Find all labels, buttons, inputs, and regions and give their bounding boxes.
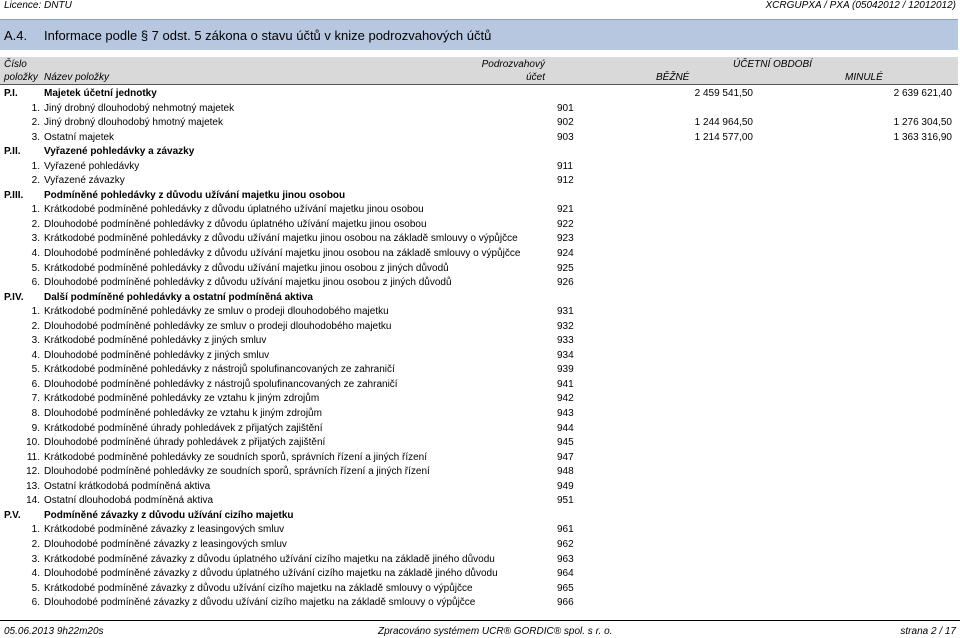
row-current: 1 214 577,00 (694, 131, 753, 143)
col-current: BĚŽNÉ (656, 72, 690, 83)
row-name: Dlouhodobé podmíněné závazky z leasingových smluv (44, 538, 287, 550)
row-code: P.I. (4, 88, 18, 99)
table-row (0, 538, 960, 553)
row-name: Jiný drobný dlouhodobý nehmotný majetek (44, 102, 235, 114)
row-number: 5. (31, 262, 40, 274)
table-row (0, 232, 960, 247)
row-name: Dlouhodobé podmíněné závazky z důvodu užívání cizího majetku na základě smlouvy o výpůjčce (44, 597, 476, 609)
col-name: Název položky (44, 72, 110, 83)
header-divider (0, 84, 958, 85)
row-account: 964 (557, 568, 574, 580)
row-number: 4. (31, 248, 40, 260)
table-row (0, 116, 960, 131)
col-number-top: Číslo (4, 59, 27, 70)
col-account-top: Podrozvahový (481, 59, 545, 70)
row-account: 947 (557, 451, 574, 463)
row-account: 949 (557, 480, 574, 492)
row-number: 3. (31, 553, 40, 565)
row-account: 965 (557, 582, 574, 594)
row-number: 4. (31, 568, 40, 580)
section-row (0, 145, 960, 160)
row-code: P.III. (4, 189, 24, 201)
row-number: 3. (31, 233, 40, 245)
row-name: Podmíněné závazky z důvodu užívání cizího majetku (44, 509, 294, 521)
report-code: XCRGUPXA / PXA (05042012 / 12012012) (765, 0, 956, 11)
row-name: Vyřazené pohledávky (44, 160, 140, 172)
row-number: 2. (31, 538, 40, 550)
table-row (0, 407, 960, 422)
row-account: 939 (557, 364, 574, 376)
row-account: 923 (557, 233, 574, 245)
table-row (0, 392, 960, 407)
row-name: Ostatní krátkodobá podmíněná aktiva (44, 480, 211, 492)
row-previous: 2 639 621,40 (893, 88, 952, 99)
footer-timestamp: 05.06.2013 9h22m20s (4, 626, 104, 637)
section-row (0, 87, 960, 102)
row-account: 922 (557, 218, 574, 230)
period-label: ÚČETNÍ OBDOBÍ (733, 59, 812, 70)
table-row (0, 480, 960, 495)
row-code: P.II. (4, 146, 21, 158)
row-account: 933 (557, 335, 574, 347)
row-account: 924 (557, 248, 574, 260)
table-header (0, 57, 958, 85)
row-number: 3. (31, 131, 40, 143)
footer-page: strana 2 / 17 (900, 626, 956, 637)
row-account: 931 (557, 306, 574, 318)
table-row (0, 553, 960, 568)
row-account: 902 (557, 117, 574, 129)
row-name: Krátkodobé podmíněné závazky z důvodu užívání cizího majetku na základě smlouvy o výpůjčce (44, 582, 473, 594)
table-row (0, 582, 960, 597)
row-number: 1. (31, 204, 40, 216)
row-name: Vyřazené závazky (44, 175, 125, 187)
row-number: 13. (26, 480, 40, 492)
table-row (0, 131, 960, 146)
table-row (0, 174, 960, 189)
row-name: Dlouhodobé podmíněné pohledávky z jiných smluv (44, 349, 270, 361)
row-current: 1 244 964,50 (694, 117, 753, 129)
row-number: 11. (26, 451, 40, 463)
top-bar (0, 0, 960, 13)
section-row (0, 189, 960, 204)
table-row (0, 567, 960, 582)
table-row (0, 349, 960, 364)
row-name: Krátkodobé podmíněné závazky z leasingových smluv (44, 524, 285, 536)
row-account: 951 (557, 495, 574, 507)
row-account: 961 (557, 524, 574, 536)
row-name: Krátkodobé podmíněné pohledávky z jiných smluv (44, 335, 267, 347)
row-name: Krátkodobé podmíněné pohledávky ze vztahu k jiným zdrojům (44, 393, 320, 405)
row-name: Krátkodobé podmíněné pohledávky z důvodu užívání majetku jinou osobou z jiných důvodů (44, 262, 449, 274)
row-name: Dlouhodobé podmíněné pohledávky ze vztahu k jiným zdrojům (44, 408, 322, 420)
row-code: P.V. (4, 509, 21, 521)
col-previous: MINULÉ (845, 72, 883, 83)
licence-label: Licence: DNTU (4, 0, 72, 11)
row-number: 10. (26, 437, 40, 449)
row-account: 926 (557, 277, 574, 289)
row-name: Krátkodobé podmíněné pohledávky ze soudních sporů, správních řízení a jiných řízení (44, 451, 428, 463)
row-previous: 1 276 304,50 (893, 117, 952, 129)
table-row (0, 523, 960, 538)
row-account: 963 (557, 553, 574, 565)
footer-processed-by: Zpracováno systémem UCR® GORDIC® spol. s r. o. (378, 626, 613, 637)
row-number: 2. (31, 175, 40, 187)
table-row (0, 305, 960, 320)
row-name: Dlouhodobé podmíněné pohledávky z důvodu úplatného užívání majetku jinou osobou (44, 218, 427, 230)
table-body (0, 87, 960, 611)
row-account: 962 (557, 538, 574, 550)
row-name: Ostatní dlouhodobá podmíněná aktiva (44, 495, 214, 507)
row-number: 2. (31, 320, 40, 332)
row-number: 1. (31, 102, 40, 114)
row-account: 944 (557, 422, 574, 434)
row-number: 9. (31, 422, 40, 434)
table-row (0, 363, 960, 378)
row-code: P.IV. (4, 291, 24, 303)
table-row (0, 276, 960, 291)
table-row (0, 262, 960, 277)
row-account: 945 (557, 437, 574, 449)
row-name: Podmíněné pohledávky z důvodu užívání majetku jinou osobou (44, 189, 346, 201)
row-name: Vyřazené pohledávky a závazky (44, 146, 195, 158)
row-number: 1. (31, 524, 40, 536)
row-account: 941 (557, 378, 574, 390)
section-title-bar (0, 19, 958, 50)
row-account: 966 (557, 597, 574, 609)
row-number: 2. (31, 218, 40, 230)
row-number: 4. (31, 349, 40, 361)
section-title: Informace podle § 7 odst. 5 zákona o stavu účtů v knize podrozvahových účtů (44, 28, 492, 43)
table-row (0, 102, 960, 117)
row-name: Ostatní majetek (44, 131, 115, 143)
table-row (0, 422, 960, 437)
row-account: 912 (557, 175, 574, 187)
row-number: 8. (31, 408, 40, 420)
table-row (0, 494, 960, 509)
row-account: 948 (557, 466, 574, 478)
row-name: Dlouhodobé podmíněné pohledávky z důvodu užívání majetku jinou osobou na základě smlouvy o výpůjčce (44, 248, 521, 260)
row-account: 911 (557, 160, 573, 172)
row-name: Krátkodobé podmíněné úhrady pohledávek z přijatých zajištění (44, 422, 323, 434)
row-name: Další podmíněné pohledávky a ostatní podmíněná aktiva (44, 291, 313, 303)
row-number: 2. (31, 117, 40, 129)
row-account: 925 (557, 262, 574, 274)
row-account: 943 (557, 408, 574, 420)
row-number: 6. (31, 597, 40, 609)
row-account: 901 (557, 102, 574, 114)
row-name: Dlouhodobé podmíněné pohledávky ze smluv o prodeji dlouhodobého majetku (44, 320, 392, 332)
row-number: 6. (31, 378, 40, 390)
table-row (0, 218, 960, 233)
row-number: 7. (31, 393, 40, 405)
row-account: 903 (557, 131, 574, 143)
table-row (0, 596, 960, 611)
row-name: Krátkodobé podmíněné pohledávky z důvodu užívání majetku jinou osobou na základě smlouvy o výpůjčce (44, 233, 518, 245)
row-number: 1. (31, 160, 40, 172)
row-name: Dlouhodobé podmíněné pohledávky ze soudních sporů, správních řízení a jiných řízení (44, 466, 430, 478)
section-row (0, 509, 960, 524)
row-account: 932 (557, 320, 574, 332)
table-row (0, 436, 960, 451)
row-account: 942 (557, 393, 574, 405)
section-row (0, 291, 960, 306)
row-previous: 1 363 316,90 (893, 131, 952, 143)
row-number: 5. (31, 364, 40, 376)
table-row (0, 247, 960, 262)
row-account: 921 (557, 204, 574, 216)
row-number: 6. (31, 277, 40, 289)
table-row (0, 378, 960, 393)
col-number-bottom: položky (4, 72, 38, 83)
table-row (0, 465, 960, 480)
row-name: Majetek účetní jednotky (44, 88, 157, 99)
col-account-bottom: účet (526, 72, 545, 83)
row-name: Dlouhodobé podmíněné pohledávky z nástrojů spolufinancovaných ze zahraničí (44, 378, 398, 390)
row-name: Dlouhodobé podmíněné pohledávky z důvodu užívání majetku jinou osobou z jiných důvodů (44, 277, 452, 289)
row-name: Krátkodobé podmíněné pohledávky z nástrojů spolufinancovaných ze zahraničí (44, 364, 395, 376)
row-name: Dlouhodobé podmíněné závazky z důvodu úplatného užívání cizího majetku na základě jiného důvodu (44, 568, 498, 580)
table-row (0, 334, 960, 349)
table-row (0, 320, 960, 335)
row-name: Krátkodobé podmíněné závazky z důvodu úplatného užívání cizího majetku na základě jiného důvodu (44, 553, 495, 565)
row-number: 3. (31, 335, 40, 347)
row-number: 14. (26, 495, 40, 507)
row-current: 2 459 541,50 (694, 88, 753, 99)
table-row (0, 203, 960, 218)
row-number: 1. (31, 306, 40, 318)
footer (0, 620, 960, 638)
row-name: Krátkodobé podmíněné pohledávky z důvodu úplatného užívání majetku jinou osobou (44, 204, 424, 216)
row-number: 12. (26, 466, 40, 478)
row-account: 934 (557, 349, 574, 361)
row-name: Jiný drobný dlouhodobý hmotný majetek (44, 117, 223, 129)
row-number: 5. (31, 582, 40, 594)
row-name: Krátkodobé podmíněné pohledávky ze smluv o prodeji dlouhodobého majetku (44, 306, 389, 318)
row-name: Dlouhodobé podmíněné úhrady pohledávek z přijatých zajištění (44, 437, 326, 449)
table-row (0, 160, 960, 175)
section-number: A.4. (4, 28, 28, 43)
table-row (0, 451, 960, 466)
